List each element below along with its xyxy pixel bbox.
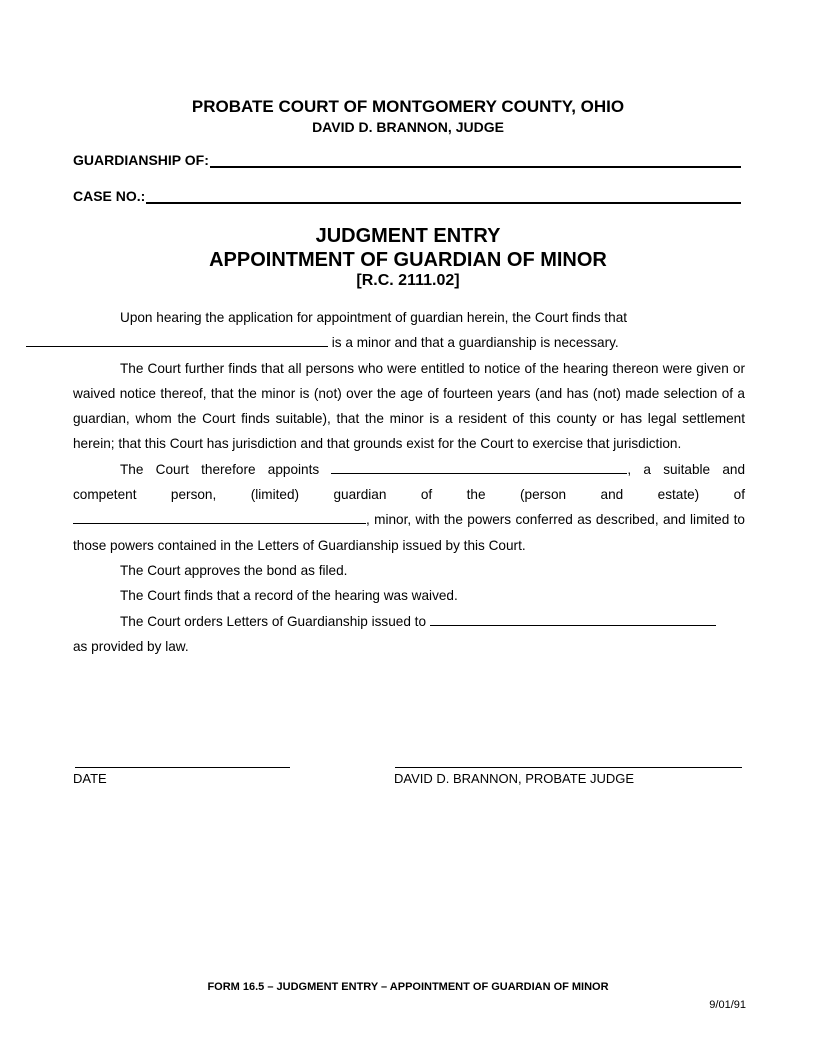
paragraph-findings: Upon hearing the application for appointment of guardian herein, the Court finds that is a minor and that a guardianship is necessary.: [73, 305, 745, 356]
letters-recipient-blank[interactable]: [430, 613, 716, 626]
date-label: DATE: [73, 771, 107, 786]
entry-subtitle: APPOINTMENT OF GUARDIAN OF MINOR: [209, 249, 607, 271]
court-title: PROBATE COURT OF MONTGOMERY COUNTY, OHIO: [191, 97, 625, 116]
ward-name-blank[interactable]: [73, 511, 366, 524]
paragraph-as-provided: as provided by law.: [73, 638, 189, 654]
paragraph-further-findings: The Court further finds that all persons who were entitled to notice of the hearing thereon were given or waived notice thereof, that the minor is (not) over the age of fourteen years (and has (not) made selection of a guardian, whom the Court finds suitable), that the minor is a resident of this county or has legal settlement herein; that this Court has jurisdiction and that grounds exist for the Court to exercise that jurisdiction.: [73, 360, 745, 452]
judge-signature-label: DAVID D. BRANNON, PROBATE JUDGE: [394, 771, 635, 786]
judge-signature-line[interactable]: [395, 767, 742, 768]
paragraph-appointment: The Court therefore appoints , a suitable and competent person, (limited) guardian of the (person and estate) of , minor, with the powers conferred as described, and limited to those powers contained in the Letters of Guardianship issued by this Court.: [73, 461, 746, 553]
form-footer: FORM 16.5 – JUDGMENT ENTRY – APPOINTMENT OF GUARDIAN OF MINOR: [207, 981, 609, 993]
guardianship-label: GUARDIANSHIP OF:: [73, 152, 209, 168]
guardian-name-blank[interactable]: [331, 461, 627, 474]
revision-date: 9/01/91: [709, 999, 746, 1011]
paragraph-bond: The Court approves the bond as filed.: [120, 562, 348, 578]
case-number-field: [73, 188, 741, 204]
minor-name-blank[interactable]: [26, 334, 328, 347]
guardianship-field: [73, 152, 741, 168]
guardianship-input-line[interactable]: [210, 152, 741, 168]
statute-reference: [R.C. 2111.02]: [356, 272, 460, 289]
case-number-label: CASE NO.:: [73, 188, 146, 204]
paragraph-hearing-record: The Court finds that a record of the hearing was waived.: [120, 588, 458, 604]
entry-title: JUDGMENT ENTRY: [315, 225, 501, 247]
date-signature-line[interactable]: [75, 767, 290, 768]
judge-name: DAVID D. BRANNON, JUDGE: [312, 119, 504, 135]
case-number-input-line[interactable]: [146, 188, 741, 204]
paragraph-letters: The Court orders Letters of Guardianship issued to: [73, 609, 745, 634]
judgment-body: [73, 305, 745, 659]
